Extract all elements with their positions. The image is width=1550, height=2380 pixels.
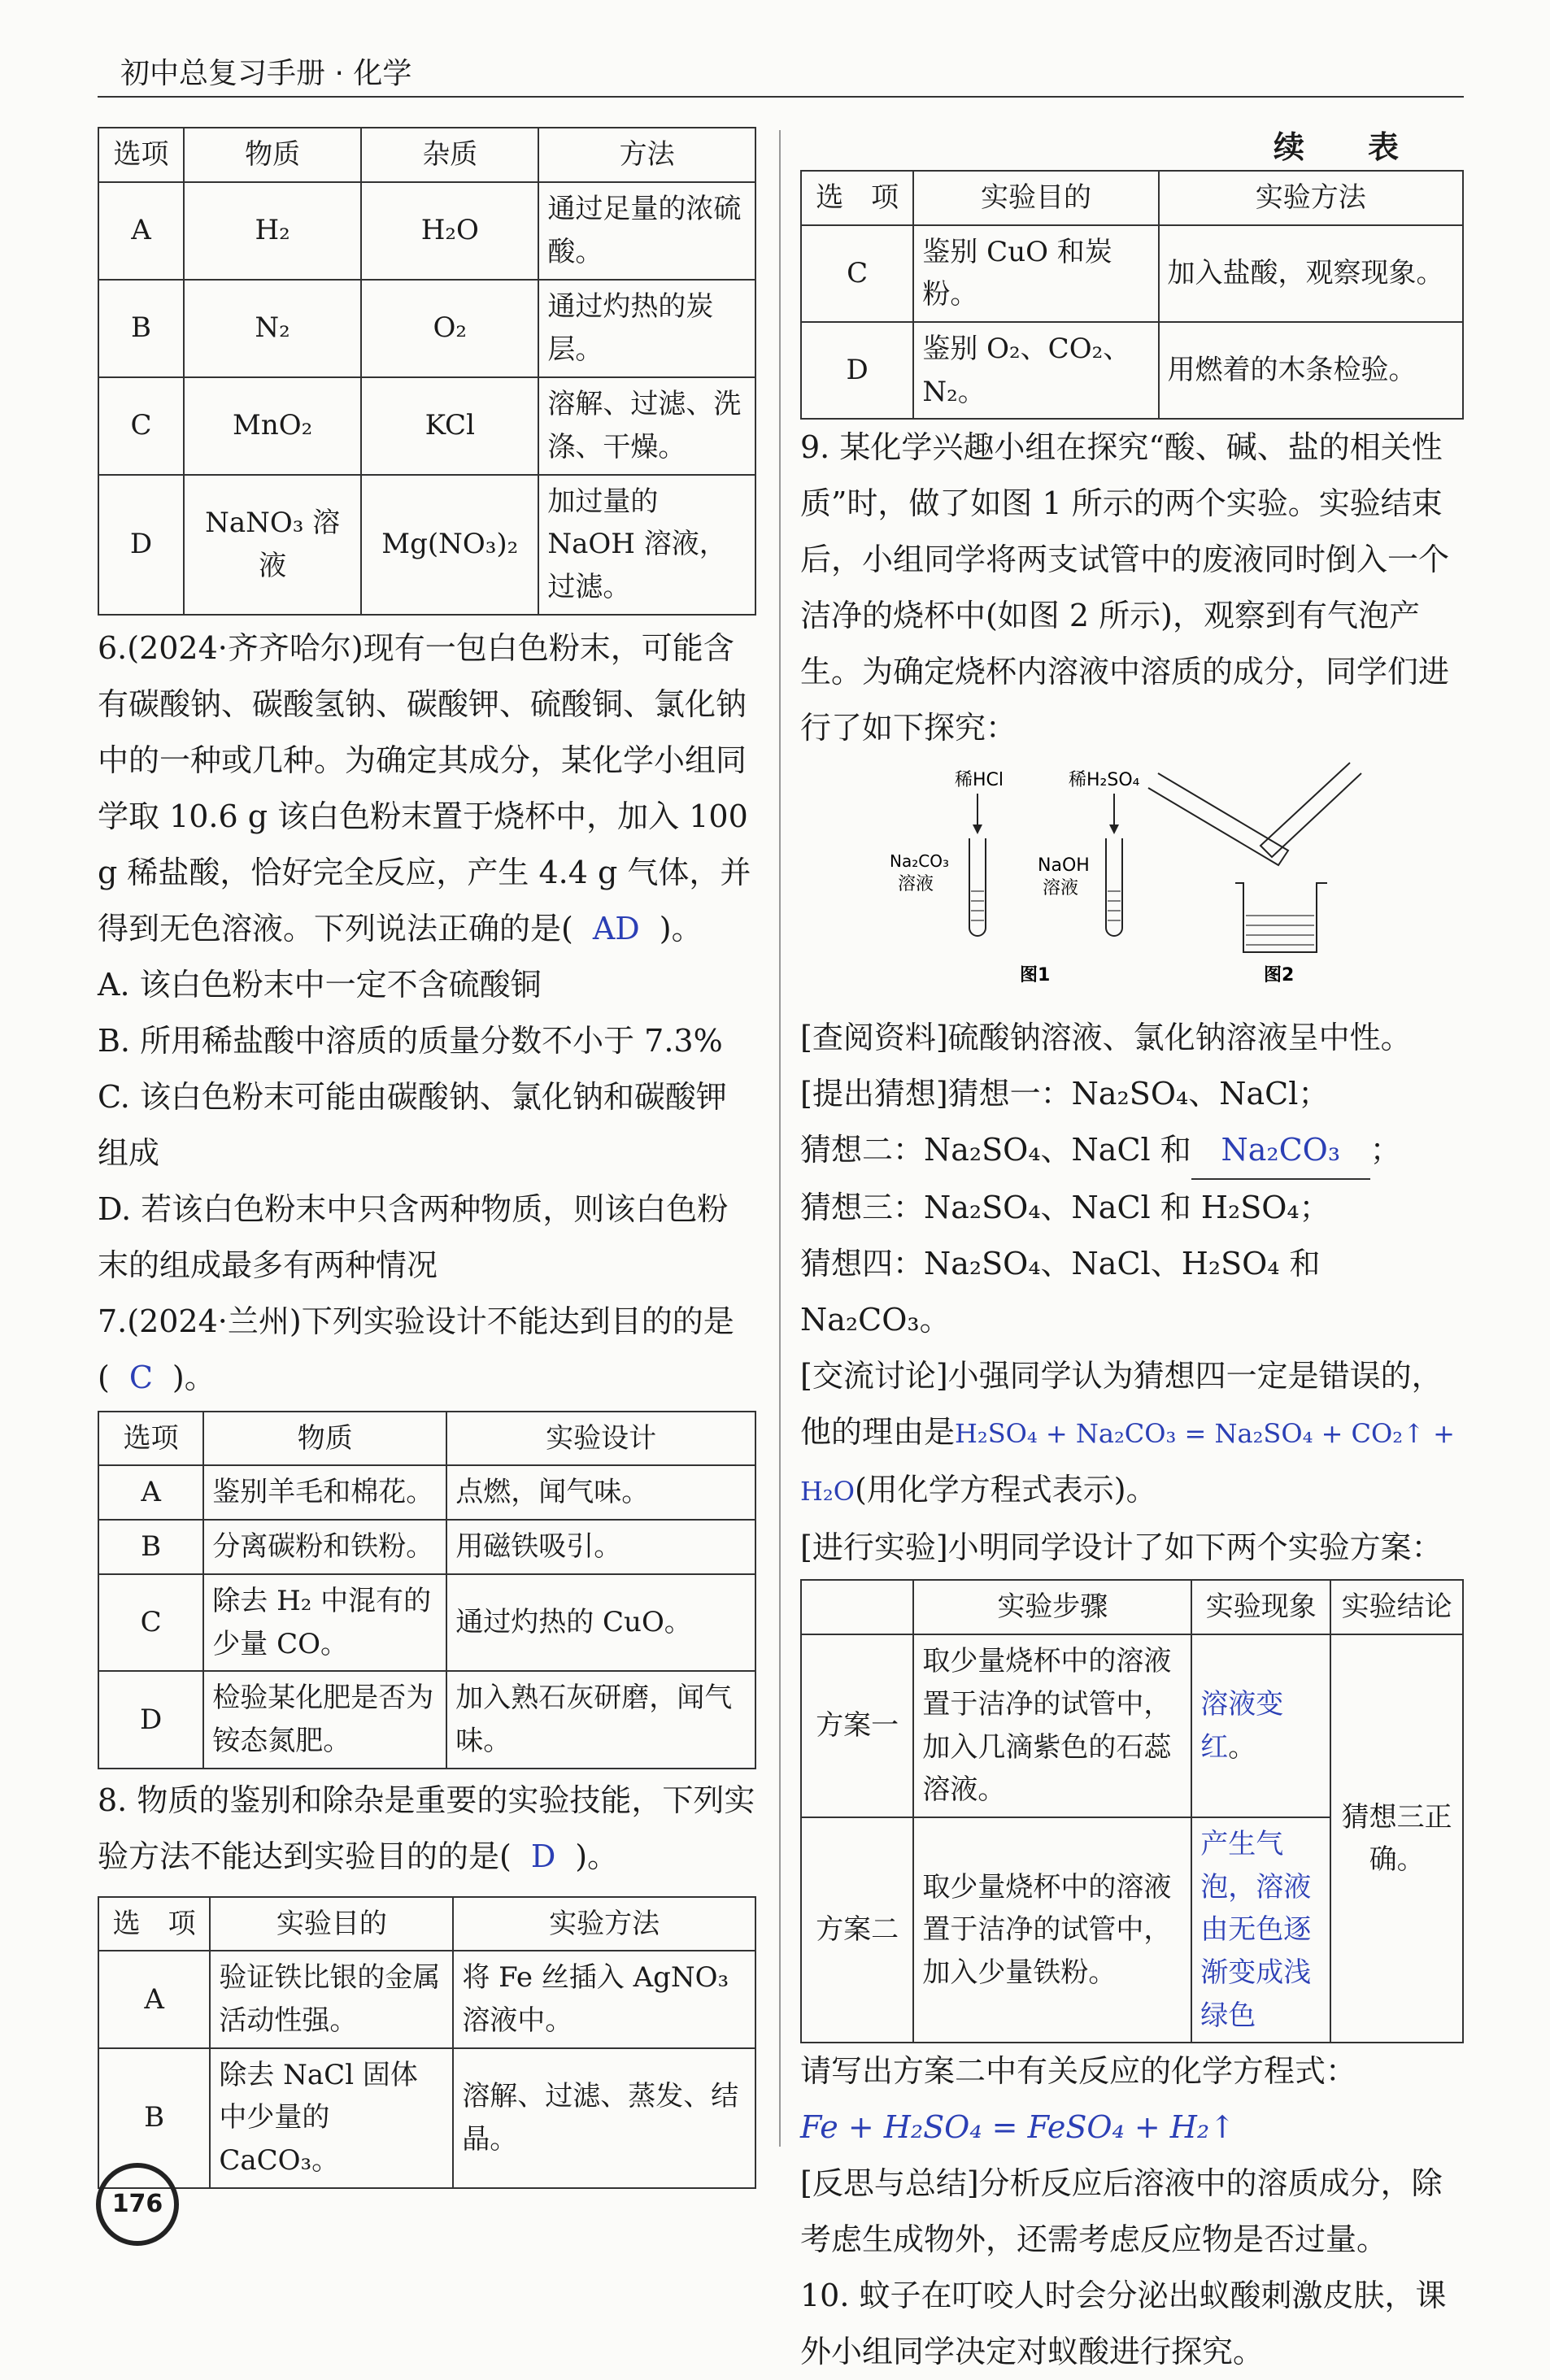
conclusion-cell: 猜想三正确。 bbox=[1330, 1634, 1463, 2043]
table-header: 选 项 bbox=[98, 1897, 210, 1951]
table-cell: C bbox=[98, 377, 184, 475]
apparatus-diagram bbox=[800, 761, 1464, 1005]
table-cell: 用磁铁吸引。 bbox=[446, 1520, 755, 1574]
q6-option-a: A. 该白色粉末中一定不含硫酸铜 bbox=[98, 966, 542, 1003]
beaker-liquid bbox=[1246, 916, 1314, 945]
q9-info: [查阅资料]硫酸钠溶液、氯化钠溶液呈中性。 bbox=[800, 1020, 1412, 1056]
liquid-2 bbox=[1108, 891, 1121, 920]
table-cell: C bbox=[98, 1574, 203, 1671]
table-header: 杂质 bbox=[361, 128, 538, 182]
table-q9-experiment bbox=[800, 1579, 1464, 2043]
plan-2-name: 方案二 bbox=[801, 1817, 913, 2043]
table-cell: KCl bbox=[361, 377, 538, 475]
table-cell: O₂ bbox=[361, 280, 538, 377]
plan-2-phenomenon: 产生气泡，溶液由无色逐渐变成浅绿色 bbox=[1191, 1817, 1330, 2043]
table-q8-continued bbox=[800, 170, 1464, 420]
q9-guess-2-text: 猜想二：Na₂SO₄、NaCl 和 bbox=[800, 1132, 1191, 1168]
table-cell: D bbox=[801, 322, 913, 419]
test-tube-1 bbox=[969, 838, 986, 936]
q6-stem-end: )。 bbox=[659, 910, 703, 946]
experiment-figure bbox=[800, 761, 1464, 1005]
table-header: 选项 bbox=[98, 128, 184, 182]
beaker bbox=[1235, 883, 1327, 952]
table-header: 实验目的 bbox=[210, 1897, 453, 1951]
table-cell: 加入盐酸，观察现象。 bbox=[1159, 225, 1463, 322]
table-cell: 鉴别羊毛和棉花。 bbox=[203, 1465, 446, 1520]
caption-fig2: 图2 bbox=[1264, 965, 1295, 986]
table-header: 实验现象 bbox=[1191, 1580, 1330, 1634]
table-header: 实验目的 bbox=[913, 171, 1158, 225]
question-6 bbox=[98, 620, 756, 1294]
q9-discussion-answer: H₂SO₄ + Na₂CO₃ = Na₂SO₄ + CO₂↑ + H₂O bbox=[800, 1418, 1455, 1508]
table-cell: 通过灼热的炭层。 bbox=[538, 280, 755, 377]
column-divider bbox=[779, 130, 781, 2147]
q8-stem-end: )。 bbox=[575, 1838, 619, 1874]
table-header: 物质 bbox=[203, 1412, 446, 1466]
q7-stem-text: 7.(2024·兰州)下列实验设计不能达到目的的是( bbox=[98, 1303, 734, 1395]
table-header: 选 项 bbox=[801, 171, 913, 225]
table-cell: 分离碳粉和铁粉。 bbox=[203, 1520, 446, 1574]
label-solution-2: 溶液 bbox=[1043, 878, 1079, 899]
caption-fig1: 图1 bbox=[1020, 965, 1051, 986]
q6-stem bbox=[98, 620, 756, 957]
table-cell: A bbox=[98, 182, 184, 280]
header-rule bbox=[98, 96, 1464, 98]
page-header: 初中总复习手册 · 化学 bbox=[120, 57, 412, 90]
table-cell: 点燃，闻气味。 bbox=[446, 1465, 755, 1520]
table-cell: NaNO₃ 溶液 bbox=[184, 475, 361, 615]
q7-stem-end: )。 bbox=[172, 1359, 216, 1395]
table-cell: D bbox=[98, 1671, 203, 1768]
label-naoh: NaOH bbox=[1038, 855, 1090, 877]
plan-1-phenomenon bbox=[1191, 1634, 1330, 1817]
q9-guess-4: 猜想四：Na₂SO₄、NaCl、H₂SO₄ 和 Na₂CO₃。 bbox=[800, 1246, 1321, 1338]
q7-answer: C bbox=[128, 1359, 153, 1395]
table-cell: B bbox=[98, 280, 184, 377]
table-header: 方法 bbox=[538, 128, 755, 182]
table-cell: 加过量的 NaOH 溶液，过滤。 bbox=[538, 475, 755, 615]
q9-guess-1: [提出猜想]猜想一：Na₂SO₄、NaCl； bbox=[800, 1076, 1330, 1112]
table-header: 物质 bbox=[184, 128, 361, 182]
q6-option-d: D. 若该白色粉末中只含两种物质，则该白色粉末的组成最多有两种情况 bbox=[98, 1190, 729, 1283]
table-header: 实验方法 bbox=[453, 1897, 755, 1951]
table-cell: A bbox=[98, 1951, 210, 2047]
table-cell: 加入熟石灰研磨，闻气味。 bbox=[446, 1671, 755, 1768]
plan-1-name: 方案一 bbox=[801, 1634, 913, 1817]
table-cell: 验证铁比银的金属活动性强。 bbox=[210, 1951, 453, 2047]
table-cell: 将 Fe 丝插入 AgNO₃ 溶液中。 bbox=[453, 1951, 755, 2047]
table-header: 实验方法 bbox=[1159, 171, 1463, 225]
q6-option-b: B. 所用稀盐酸中溶质的质量分数不小于 7.3% bbox=[98, 1022, 723, 1059]
plan-1-phenomenon-answer: 溶液变红 bbox=[1200, 1687, 1284, 1764]
q9-guess-2 bbox=[800, 1122, 1464, 1180]
q9-experiment-intro: [进行实验]小明同学设计了如下两个实验方案： bbox=[800, 1529, 1443, 1566]
arrowhead-2 bbox=[1109, 825, 1119, 834]
q9-discussion bbox=[800, 1348, 1464, 1520]
table-cell: Mg(NO₃)₂ bbox=[361, 475, 538, 615]
table-cell: 鉴别 CuO 和炭粉。 bbox=[913, 225, 1158, 322]
plan-1-phenomenon-end: 。 bbox=[1228, 1730, 1256, 1764]
q8-stem-text: 8. 物质的鉴别和除杂是重要的实验技能，下列实验方法不能达到实验目的的是( bbox=[98, 1782, 755, 1874]
question-8 bbox=[98, 1773, 756, 2189]
q9-guess-2-end: ； bbox=[1369, 1132, 1401, 1168]
table-cell: H₂O bbox=[361, 182, 538, 280]
question-7 bbox=[98, 1294, 756, 1769]
table-cell: C bbox=[801, 225, 913, 322]
q9-discussion-text: [交流讨论]小强同学认为猜想四一定是错误的，他的理由是 bbox=[800, 1358, 1443, 1451]
label-dilute-h2so4: 稀H₂SO₄ bbox=[1069, 770, 1140, 791]
table-cell: B bbox=[98, 1520, 203, 1574]
table-header: 实验结论 bbox=[1330, 1580, 1463, 1634]
label-solution-1: 溶液 bbox=[898, 874, 934, 895]
plan-2-step: 取少量烧杯中的溶液置于洁净的试管中，加入少量铁粉。 bbox=[913, 1817, 1191, 2043]
table-cell: 通过足量的浓硫酸。 bbox=[538, 182, 755, 280]
table-q5 bbox=[98, 127, 756, 616]
table-cell: MnO₂ bbox=[184, 377, 361, 475]
table-cell: 溶解、过滤、洗涤、干燥。 bbox=[538, 377, 755, 475]
question-9 bbox=[800, 420, 1464, 2268]
table-header bbox=[801, 1580, 913, 1634]
q6-answer: AD bbox=[592, 910, 640, 946]
liquid-1 bbox=[971, 891, 984, 920]
q9-stem: 9. 某化学兴趣小组在探究“酸、碱、盐的相关性质”时，做了如图 1 所示的两个实验。实验结束后，小组同学将两支试管中的废液同时倒入一个洁净的烧杯中(如图 2 所示)，观察到有气泡产生。为确定烧杯内溶液中溶质的成分，同学们进行了如下探究： bbox=[800, 429, 1450, 746]
table-header: 实验步骤 bbox=[913, 1580, 1191, 1634]
q9-guess-2-answer: Na₂CO₃ bbox=[1191, 1122, 1370, 1180]
q8-stem bbox=[98, 1773, 756, 1885]
arrowhead-1 bbox=[973, 825, 982, 834]
test-tube-2 bbox=[1106, 838, 1122, 936]
q9-guess-3: 猜想三：Na₂SO₄、NaCl 和 H₂SO₄； bbox=[800, 1190, 1330, 1226]
table-cell: D bbox=[98, 475, 184, 615]
table-header: 实验设计 bbox=[446, 1412, 755, 1466]
table-cell: 除去 NaCl 固体中少量的 CaCO₃。 bbox=[210, 2048, 453, 2188]
q7-stem bbox=[98, 1294, 756, 1406]
q9-equation-prompt: 请写出方案二中有关反应的化学方程式： bbox=[800, 2053, 1357, 2090]
table-cell: 鉴别 O₂、CO₂、N₂。 bbox=[913, 322, 1158, 419]
q8-answer: D bbox=[530, 1838, 556, 1874]
table-cell: N₂ bbox=[184, 280, 361, 377]
table-cell: A bbox=[98, 1465, 203, 1520]
question-10: 10. 蚊子在叮咬人时会分泌出蚁酸刺激皮肤，课外小组同学决定对蚁酸进行探究。 bbox=[800, 2278, 1447, 2370]
table-cell: 通过灼热的 CuO。 bbox=[446, 1574, 755, 1671]
table-cell: 检验某化肥是否为铵态氮肥。 bbox=[203, 1671, 446, 1768]
tilted-tubes bbox=[1148, 763, 1361, 865]
page-number: 176 bbox=[96, 2163, 179, 2246]
table-cell: 除去 H₂ 中混有的少量 CO。 bbox=[203, 1574, 446, 1671]
label-na2co3: Na₂CO₃ bbox=[890, 851, 949, 872]
table-header: 选项 bbox=[98, 1412, 203, 1466]
q9-summary: [反思与总结]分析反应后溶液中的溶质成分，除考虑生成物外，还需考虑反应物是否过量。 bbox=[800, 2165, 1443, 2258]
q6-option-c: C. 该白色粉末可能由碳酸钠、氯化钠和碳酸钾组成 bbox=[98, 1078, 727, 1171]
table-q7 bbox=[98, 1411, 756, 1769]
left-column bbox=[98, 127, 756, 2189]
table-cell: B bbox=[98, 2048, 210, 2188]
right-column bbox=[800, 122, 1464, 2380]
table-cell: H₂ bbox=[184, 182, 361, 280]
q9-equation-answer: Fe + H₂SO₄ = FeSO₄ + H₂↑ bbox=[800, 2109, 1235, 2146]
table-cell: 用燃着的木条检验。 bbox=[1159, 322, 1463, 419]
plan-1-step: 取少量烧杯中的溶液置于洁净的试管中，加入几滴紫色的石蕊溶液。 bbox=[913, 1634, 1191, 1817]
continued-table-label: 续 表 bbox=[1273, 128, 1415, 165]
table-q8 bbox=[98, 1896, 756, 2189]
label-dilute-hcl: 稀HCl bbox=[955, 770, 1004, 791]
q9-discussion-end: (用化学方程式表示)。 bbox=[854, 1472, 1157, 1508]
table-cell: 溶解、过滤、蒸发、结晶。 bbox=[453, 2048, 755, 2188]
q6-stem-text: 6.(2024·齐齐哈尔)现有一包白色粉末，可能含有碳酸钠、碳酸氢钠、碳酸钾、硫酸铜、氯化钠中的一种或几种。为确定其成分，某化学小组同学取 10.6 g 该白色粉末置于烧杯中，加入 100 g 稀盐酸，恰好完全反应，产生 4.4 g 气体，并得到无色溶液。下列说法正确的是( bbox=[98, 629, 751, 946]
